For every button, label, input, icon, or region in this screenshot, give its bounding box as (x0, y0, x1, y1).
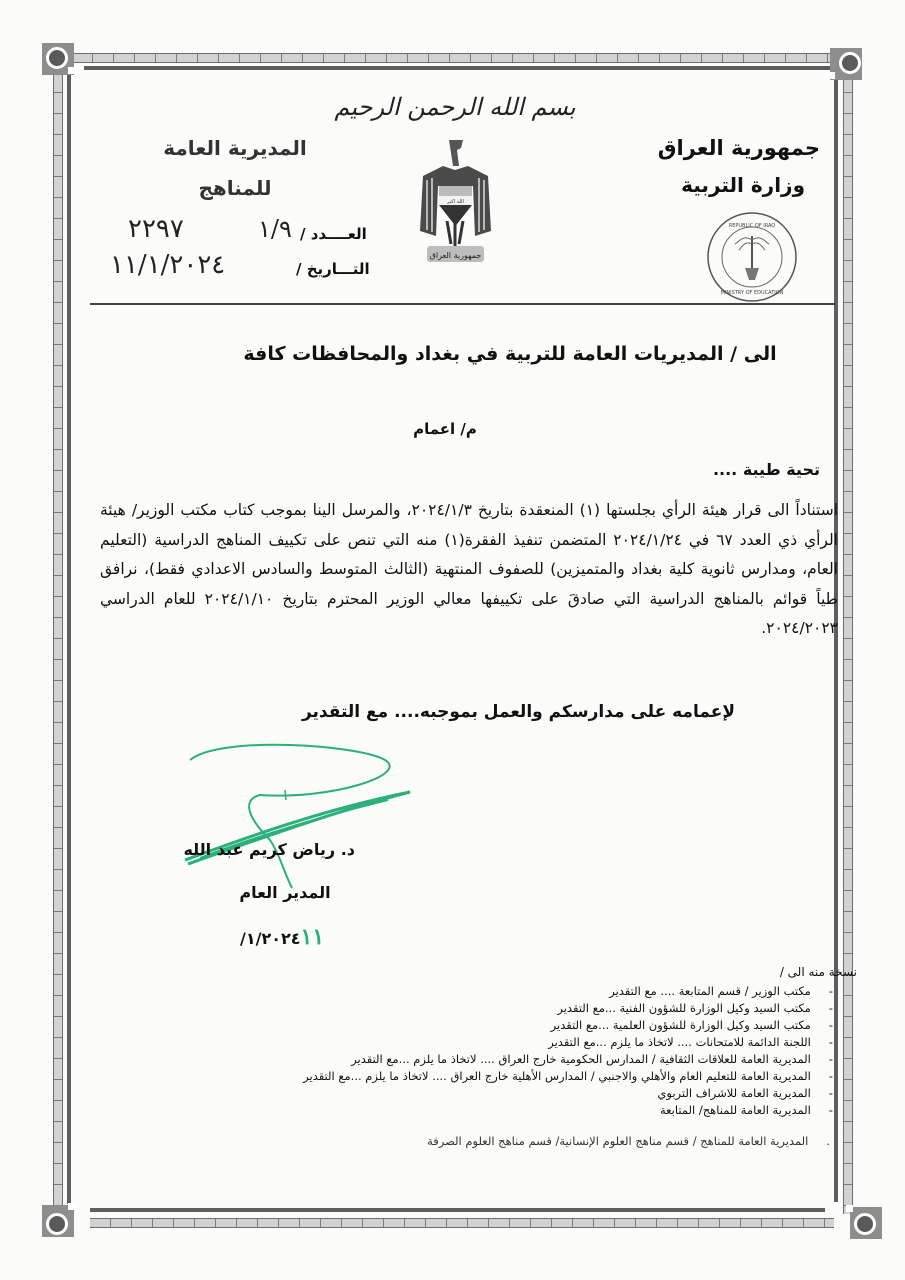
ministry-seal (705, 210, 799, 304)
header-divider (90, 303, 835, 305)
ministry-name: وزارة التربية (681, 173, 805, 197)
signatory-title: المدير العام (239, 883, 331, 902)
number-value: ١/٩ (258, 215, 292, 243)
border-left (53, 72, 63, 1214)
copy-item: -مكتب السيد وكيل الوزارة للشؤون الفنية ...مع التقدير (557, 1001, 833, 1015)
signatory-name: د. رياض كريم عبد الله (183, 840, 355, 859)
border-bottom-inner (90, 1208, 825, 1212)
copies-list (303, 983, 833, 1119)
corner-bottom-left (42, 1205, 74, 1237)
copy-item: -المديرية العامة للعلاقات الثقافية / المدارس الحكومية خارج العراق .... لاتخاذ ما يلزم ...مع التقدير (351, 1052, 833, 1066)
date-label: التـــاريخ / (296, 260, 370, 278)
corner-top-left (42, 43, 74, 75)
signature-date-handwritten: ١١ (300, 924, 325, 950)
copy-item: -المديرية العامة للاشراف التربوي (657, 1086, 833, 1100)
closing-line: لإعمامه على مدارسكم والعمل بموجبه.... مع التقدير (301, 702, 735, 722)
basmala: بسم الله الرحمن الرحيم (334, 93, 576, 121)
handwritten-signature (180, 740, 430, 890)
subject: م/ اعمام (413, 420, 477, 438)
directorate-line1: المديرية العامة (163, 136, 307, 160)
corner-top-right (830, 48, 862, 80)
copy-item: -اللجنة الدائمة للامتحانات .... لاتخاذ ما يلزم ...مع التقدير (548, 1035, 833, 1049)
seal-bottom-text: MINISTRY OF EDUCATION (720, 290, 784, 296)
emblem-flag-text: الله اكبر (447, 199, 464, 205)
copy-item: -مكتب الوزير / قسم المتابعة .... مع التقدير (609, 984, 833, 998)
signature-date-printed: /١/٢٠٢٤ (240, 929, 301, 948)
addressee: الى / المديريات العامة للتربية في بغداد والمحافظات كافة (243, 343, 777, 365)
border-right (843, 72, 853, 1214)
copy-item: -مكتب السيد وكيل الوزارة للشؤون العلمية ...مع التقدير (550, 1018, 833, 1032)
border-left-inner (67, 72, 71, 1204)
body-paragraph: استناداً الى قرار هيئة الرأي بجلستها (١) المنعقدة بتاريخ ٢٠٢٤/١/٣، والمرسل الينا بموجب كتاب مكتب الوزير/ هيئة الرأي ذي العدد ٦٧ في ٢٠٢٤/١/٢٤ المتضمن تنفيذ الفقرة(١) منه التي تنص على تكييف المناهج الدراسية (التعليم العام، ومدارس ثانوية كلية بغداد والمتميزين) للصفوف المنتهية (الثالث المتوسط والسادس الاعدادي فقط)، نرافق طياً قوائم بالمناهج الدراسية التي صادقَ على تكييفها معالي الوزير المحترم بتاريخ ٢٠٢٤/١/١٠ للعام الدراسي ٢٠٢٤/٢٠٢٣. (100, 501, 839, 637)
border-bottom (90, 1218, 834, 1228)
border-top (72, 53, 834, 63)
greeting: تحية طيبة .... (712, 460, 820, 479)
copy-item-last: .المديرية العامة للمناهج / قسم مناهج العلوم الإنسانية/ قسم مناهج العلوم الصرفة (427, 1134, 830, 1148)
directorate-line2: للمناهج (198, 176, 272, 200)
seal-top-text: REPUBLIC OF IRAQ (728, 223, 776, 229)
emblem-caption: جمهورية العراق (429, 251, 482, 260)
number-handwritten: ٢٢٩٧ (128, 214, 184, 244)
date-handwritten: ١١/١/٢٠٢٤ (110, 250, 226, 280)
copy-item: -المديرية العامة للتعليم العام والأهلي والاجنبي / المدارس الأهلية خارج العراق .... لاتخاذ ما يلزم ...مع التقدير (303, 1069, 833, 1083)
number-label: العــــدد / (300, 225, 367, 243)
signature-date (240, 924, 324, 950)
copies-heading: نسخة منه الى / (779, 965, 857, 979)
iraq-emblem (413, 136, 498, 266)
country-name: جمهورية العراق (657, 136, 820, 160)
corner-bottom-right (850, 1207, 882, 1239)
border-top-inner (84, 66, 834, 70)
copy-item: -المديرية العامة للمناهج/ المتابعة (659, 1103, 833, 1117)
